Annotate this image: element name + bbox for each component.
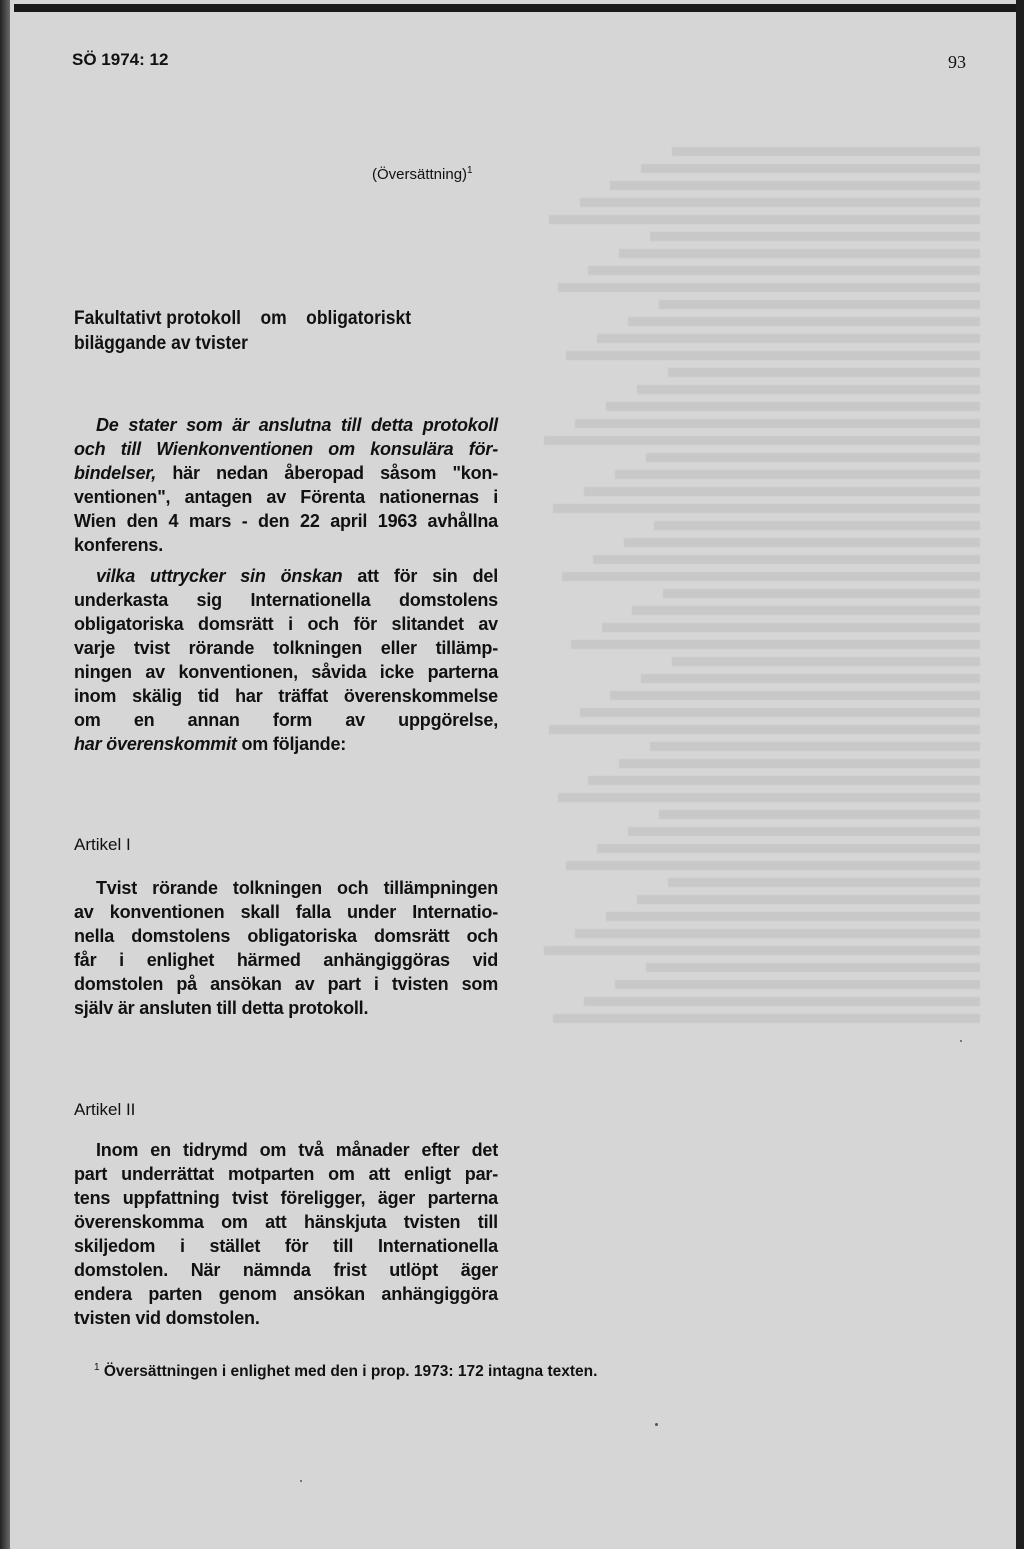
show-through-line — [650, 232, 980, 241]
show-through-line — [610, 691, 980, 700]
text-line — [74, 612, 498, 636]
plain-phrase: obligatoriska domsrätt i och för slitandet av — [74, 614, 498, 634]
text-line — [74, 533, 498, 557]
show-through-line — [553, 1014, 980, 1023]
show-through-line — [571, 640, 980, 649]
plain-phrase: Wien den 4 mars - den 22 april 1963 avhållna — [74, 511, 498, 531]
translation-label — [372, 165, 473, 183]
footnote-mark: 1 — [94, 1362, 100, 1373]
show-through-line — [610, 181, 980, 190]
show-through-line — [558, 283, 980, 292]
italic-phrase: bindelser, — [74, 463, 157, 483]
show-through-line — [575, 929, 980, 938]
text-line — [74, 485, 498, 509]
plain-phrase: här nedan åberopad såsom "kon- — [156, 463, 498, 483]
show-through-line — [588, 776, 980, 785]
footnote — [94, 1362, 597, 1381]
plain-phrase: konferens. — [74, 535, 164, 555]
plain-phrase: om följande: — [236, 734, 347, 754]
show-through-line — [619, 249, 980, 258]
plain-phrase: om en annan form av uppgörelse, — [74, 710, 498, 730]
italic-phrase: och till Wienkonventionen om konsulära för- — [74, 439, 498, 459]
plain-phrase: underkasta sig Internationella domstolens — [74, 590, 498, 610]
show-through-line — [650, 742, 980, 751]
show-through-line — [566, 861, 980, 870]
plain-phrase: att för sin del — [342, 566, 498, 586]
text-line: får i enlighet härmed anhängiggöras vid — [74, 950, 498, 970]
italic-phrase: har överenskommit — [74, 734, 237, 754]
show-through-line — [668, 878, 980, 887]
text-line — [74, 636, 498, 660]
show-through-line — [549, 725, 980, 734]
show-through-line — [606, 402, 980, 411]
text-line — [74, 437, 498, 461]
page-number: 93 — [948, 52, 966, 72]
article-2-body — [74, 1138, 498, 1330]
show-through-line — [597, 334, 980, 343]
plain-phrase: ventionen", antagen av Förenta nationernas i — [74, 487, 498, 507]
preamble-paragraph-2 — [74, 564, 498, 756]
scan-speck — [300, 1480, 302, 1482]
text-line — [74, 660, 498, 684]
italic-phrase: De stater som är anslutna till detta protokoll — [96, 415, 498, 435]
heading-line-1: Fakultativt protokoll om obligatoriskt — [74, 308, 412, 329]
show-through-line — [606, 912, 980, 921]
show-through-line — [615, 470, 980, 479]
show-through-line — [588, 266, 980, 275]
show-through-line — [558, 793, 980, 802]
show-through-line — [615, 980, 980, 989]
text-line — [74, 684, 498, 708]
plain-phrase: varje tvist rörande tolkningen eller tillämp- — [74, 638, 498, 658]
scan-top-edge — [14, 4, 1016, 12]
show-through-line — [672, 657, 980, 666]
text-line — [74, 708, 498, 732]
text-line — [74, 564, 498, 588]
running-head: SÖ 1974: 12 — [72, 50, 169, 69]
show-through-line — [544, 436, 980, 445]
show-through-line — [659, 300, 980, 309]
text-line: Inom en tidrymd om två månader efter det — [96, 1140, 498, 1160]
text-line — [74, 413, 498, 437]
show-through-line — [575, 419, 980, 428]
article-1-body — [74, 876, 498, 1020]
scan-speck — [655, 1423, 658, 1426]
show-through-line — [624, 538, 980, 547]
show-through-line — [584, 487, 980, 496]
text-line — [74, 509, 498, 533]
show-through-line — [593, 555, 980, 564]
show-through-line — [584, 997, 980, 1006]
text-line: domstolen på ansökan av part i tvisten som — [74, 974, 498, 994]
show-through-line — [637, 385, 980, 394]
text-line: nella domstolens obligatoriska domsrätt och — [74, 926, 498, 946]
plain-phrase: ningen av konventionen, såvida icke parterna — [74, 662, 498, 682]
show-through-line — [597, 844, 980, 853]
text-line — [74, 461, 498, 485]
show-through-line — [549, 215, 980, 224]
show-through-line — [553, 504, 980, 513]
show-through-line — [668, 368, 980, 377]
text-line: skiljedom i stället för till Internationella — [74, 1236, 498, 1256]
preamble-paragraph — [74, 413, 498, 557]
text-line — [74, 732, 498, 756]
scan-right-edge — [1016, 0, 1024, 1549]
scan-speck — [960, 1040, 962, 1042]
document-heading — [74, 306, 470, 356]
show-through-line — [637, 895, 980, 904]
show-through-line — [672, 147, 980, 156]
show-through-line — [628, 827, 980, 836]
article-1-title: Artikel I — [74, 835, 131, 854]
text-line: tvisten vid domstolen. — [74, 1308, 260, 1328]
show-through-line — [580, 198, 980, 207]
article-2-title: Artikel II — [74, 1100, 136, 1119]
text-line: överenskomma om att hänskjuta tvisten till — [74, 1212, 498, 1232]
heading-line-2: biläggande av tvister — [74, 333, 248, 354]
text-line: endera parten genom ansökan anhängiggöra — [74, 1284, 498, 1304]
show-through-line — [641, 674, 980, 683]
show-through-line — [646, 453, 980, 462]
show-through-line — [619, 759, 980, 768]
text-line: domstolen. När nämnda frist utlöpt äger — [74, 1260, 498, 1280]
translation-label-text: (Översättning) — [372, 166, 468, 183]
plain-phrase: inom skälig tid har träffat överenskommelse — [74, 686, 498, 706]
show-through-line — [544, 946, 980, 955]
footnote-reference: 1 — [467, 165, 473, 176]
show-through-line — [628, 317, 980, 326]
show-through-line — [632, 606, 980, 615]
show-through-line — [602, 623, 980, 632]
show-through-line — [659, 810, 980, 819]
text-line: av konventionen skall falla under Internatio- — [74, 902, 498, 922]
show-through-line — [580, 708, 980, 717]
footnote-text: Översättningen i enlighet med den i prop. 1973: 172 intagna texten. — [99, 1363, 598, 1381]
show-through-line — [663, 589, 980, 598]
text-line: tens uppfattning tvist föreligger, äger parterna — [74, 1188, 498, 1208]
text-line: själv är ansluten till detta protokoll. — [74, 998, 369, 1018]
text-line: part underrättat motparten om att enligt par- — [74, 1164, 498, 1184]
italic-phrase: vilka uttrycker sin önskan — [96, 566, 343, 586]
show-through-line — [654, 521, 980, 530]
show-through-line — [562, 572, 980, 581]
show-through-line — [641, 164, 980, 173]
show-through-line — [646, 963, 980, 972]
scan-left-edge — [0, 0, 10, 1549]
text-line: Tvist rörande tolkningen och tillämpningen — [96, 878, 498, 898]
show-through-line — [566, 351, 980, 360]
text-line — [74, 588, 498, 612]
show-through-text — [540, 140, 980, 1420]
